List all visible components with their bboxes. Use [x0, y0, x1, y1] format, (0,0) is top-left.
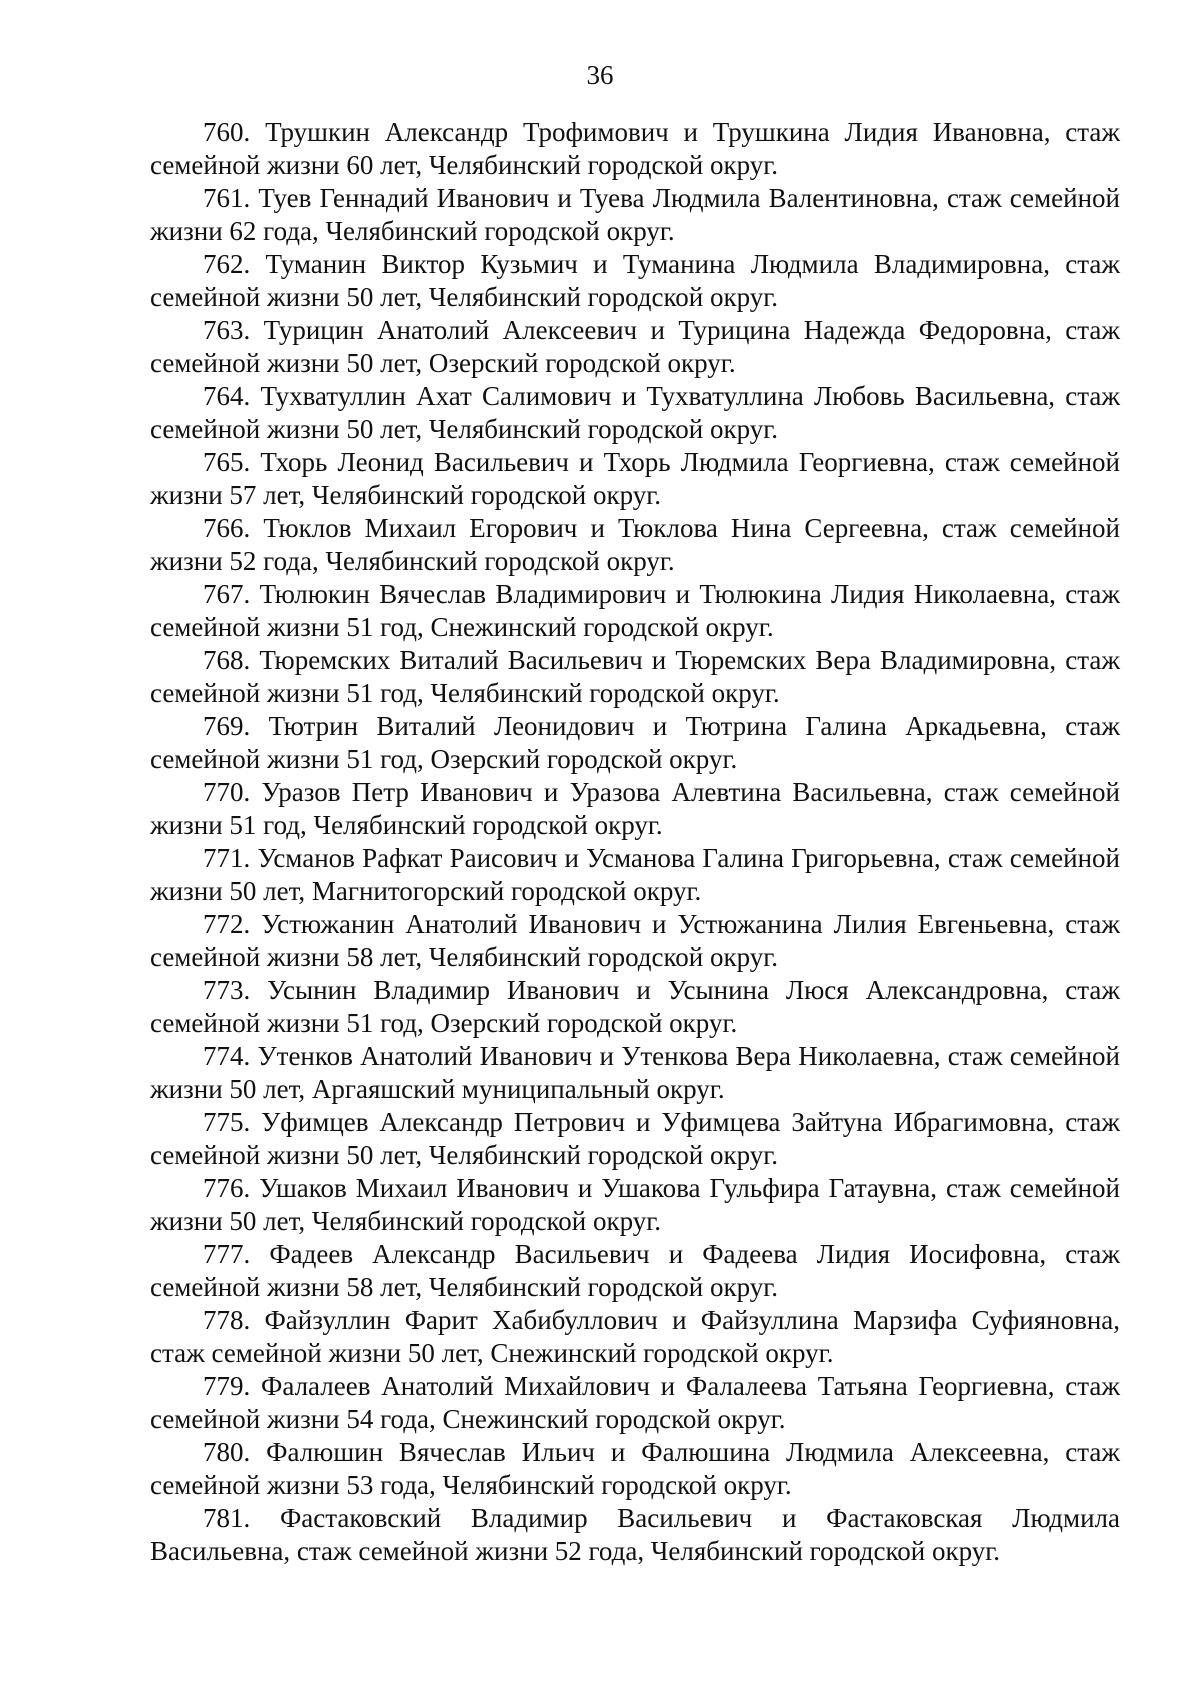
- entry-number: 775.: [203, 1107, 251, 1137]
- entry-number: 766.: [203, 513, 251, 543]
- entry-number: 770.: [203, 777, 251, 807]
- entry-number: 767.: [203, 579, 251, 609]
- entry-text: Турицин Анатолий Алексеевич и Турицина Надежда Федоровна, стаж семейной жизни 50 лет, Озерский городской округ.: [150, 315, 1121, 378]
- list-item: [150, 842, 1120, 908]
- entry-number: 769.: [203, 711, 251, 741]
- entry-text: Фадеев Александр Васильевич и Фадеева Лидия Иосифовна, стаж семейной жизни 58 лет, Челябинский городской округ.: [150, 1239, 1120, 1302]
- entry-number: 780.: [203, 1437, 251, 1467]
- entry-number: 773.: [203, 975, 251, 1005]
- entry-number: 765.: [203, 447, 251, 477]
- entry-number: 777.: [203, 1239, 251, 1269]
- entry-text: Туманин Виктор Кузьмич и Туманина Людмила Владимировна, стаж семейной жизни 50 лет, Челябинский городской округ.: [150, 249, 1121, 312]
- entry-text: Фалалеев Анатолий Михайлович и Фалалеева Татьяна Георгиевна, стаж семейной жизни 54 года, Снежинский городской округ.: [150, 1371, 1121, 1434]
- entry-number: 776.: [203, 1173, 251, 1203]
- list-item: [150, 1106, 1120, 1172]
- entry-text: Тхорь Леонид Васильевич и Тхорь Людмила Георгиевна, стаж семейной жизни 57 лет, Челябинский городской округ.: [150, 447, 1121, 510]
- entry-text: Фастаковский Владимир Васильевич и Фастаковская Людмила Васильевна, стаж семейной жизни 52 года, Челябинский городской округ.: [150, 1503, 1121, 1566]
- list-item: [150, 776, 1120, 842]
- list-item: [150, 182, 1120, 248]
- entry-text: Утенков Анатолий Иванович и Утенкова Вера Николаевна, стаж семейной жизни 50 лет, Аргаяшский муниципальный округ.: [150, 1041, 1120, 1104]
- list-item: [150, 710, 1120, 776]
- entry-number: 772.: [203, 909, 251, 939]
- list-item: [150, 908, 1120, 974]
- entry-text: Тюклов Михаил Егорович и Тюклова Нина Сергеевна, стаж семейной жизни 52 года, Челябинский городской округ.: [150, 513, 1120, 576]
- entry-number: 779.: [203, 1371, 251, 1401]
- entry-text: Тютрин Виталий Леонидович и Тютрина Галина Аркадьевна, стаж семейной жизни 51 год, Озерский городской округ.: [150, 711, 1120, 774]
- entry-list: [150, 116, 1120, 1568]
- entry-text: Туев Геннадий Иванович и Туева Людмила Валентиновна, стаж семейной жизни 62 года, Челябинский городской округ.: [150, 183, 1121, 246]
- list-item: [150, 1238, 1120, 1304]
- entry-number: 781.: [203, 1503, 251, 1533]
- list-item: [150, 1040, 1120, 1106]
- entry-text: Ушаков Михаил Иванович и Ушакова Гульфира Гатаувна, стаж семейной жизни 50 лет, Челябинский городской округ.: [150, 1173, 1121, 1236]
- entry-text: Устюжанин Анатолий Иванович и Устюжанина Лилия Евгеньевна, стаж семейной жизни 58 лет, Челябинский городской округ.: [150, 909, 1120, 972]
- list-item: [150, 116, 1120, 182]
- entry-text: Трушкин Александр Трофимович и Трушкина Лидия Ивановна, стаж семейной жизни 60 лет, Челябинский городской округ.: [150, 117, 1121, 180]
- entry-number: 760.: [203, 117, 251, 147]
- entry-number: 768.: [203, 645, 251, 675]
- entry-number: 774.: [203, 1041, 251, 1071]
- entry-text: Тюремских Виталий Васильевич и Тюремских Вера Владимировна, стаж семейной жизни 51 год, Челябинский городской округ.: [150, 645, 1120, 708]
- list-item: [150, 512, 1120, 578]
- entry-text: Уразов Петр Иванович и Уразова Алевтина Васильевна, стаж семейной жизни 51 год, Челябинский городской округ.: [150, 777, 1120, 840]
- list-item: [150, 1370, 1120, 1436]
- entry-text: Усынин Владимир Иванович и Усынина Люся Александровна, стаж семейной жизни 51 год, Озерский городской округ.: [150, 975, 1120, 1038]
- entry-number: 778.: [203, 1305, 251, 1335]
- entry-number: 764.: [203, 381, 251, 411]
- entry-text: Файзуллин Фарит Хабибуллович и Файзуллина Марзифа Суфияновна, стаж семейной жизни 50 лет, Снежинский городской округ.: [150, 1305, 1121, 1368]
- entry-text: Тюлюкин Вячеслав Владимирович и Тюлюкина Лидия Николаевна, стаж семейной жизни 51 год, Снежинский городской округ.: [150, 579, 1121, 642]
- list-item: [150, 974, 1120, 1040]
- entry-number: 763.: [203, 315, 251, 345]
- list-item: [150, 314, 1120, 380]
- entry-number: 761.: [203, 183, 251, 213]
- list-item: [150, 1502, 1120, 1568]
- entry-text: Усманов Рафкат Раисович и Усманова Галина Григорьевна, стаж семейной жизни 50 лет, Магнитогорский городской округ.: [150, 843, 1120, 906]
- list-item: [150, 248, 1120, 314]
- list-item: [150, 1436, 1120, 1502]
- page-number: 36: [586, 60, 614, 90]
- list-item: [150, 380, 1120, 446]
- entry-text: Тухватуллин Ахат Салимович и Тухватуллина Любовь Васильевна, стаж семейной жизни 50 лет, Челябинский городской округ.: [150, 381, 1121, 444]
- list-item: [150, 644, 1120, 710]
- entry-number: 762.: [203, 249, 251, 279]
- list-item: [150, 1304, 1120, 1370]
- entry-text: Уфимцев Александр Петрович и Уфимцева Зайтуна Ибрагимовна, стаж семейной жизни 50 лет, Челябинский городской округ.: [150, 1107, 1121, 1170]
- list-item: [150, 1172, 1120, 1238]
- list-item: [150, 578, 1120, 644]
- list-item: [150, 446, 1120, 512]
- entry-text: Фалюшин Вячеслав Ильич и Фалюшина Людмила Алексеевна, стаж семейной жизни 53 года, Челябинский городской округ.: [150, 1437, 1120, 1500]
- entry-number: 771.: [203, 843, 251, 873]
